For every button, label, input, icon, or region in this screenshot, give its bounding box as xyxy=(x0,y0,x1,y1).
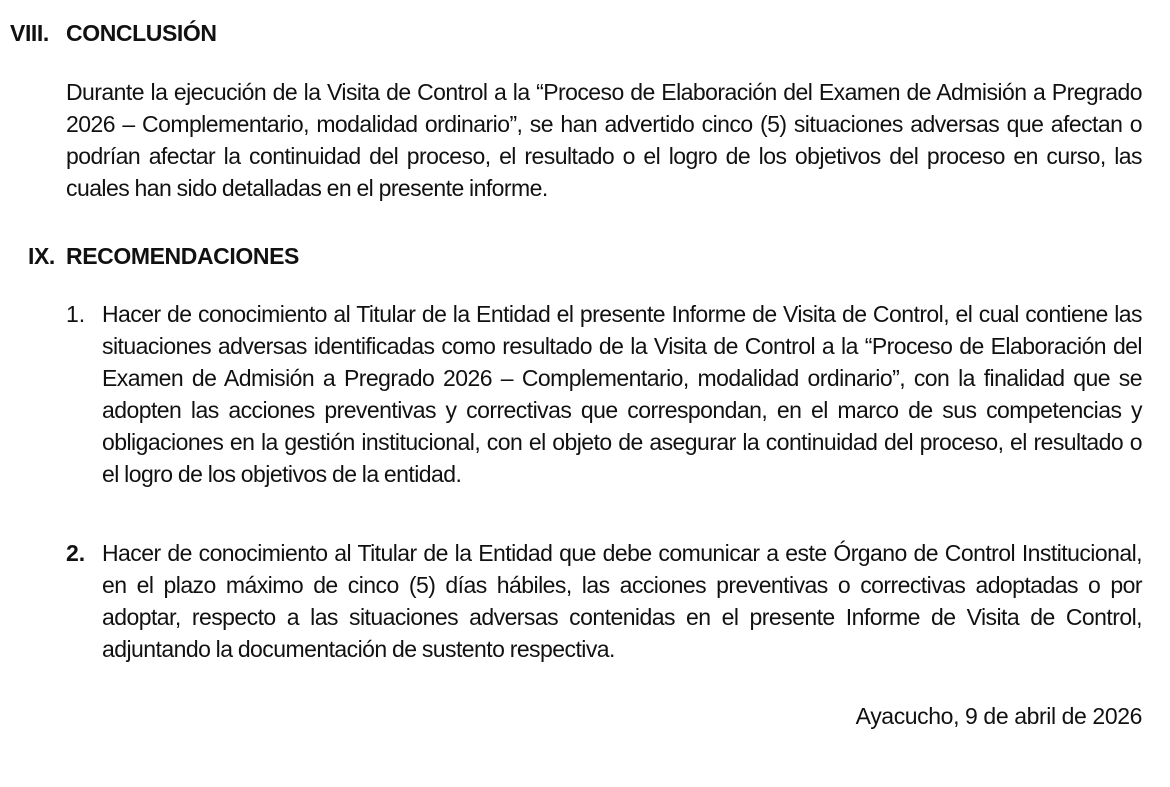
recommendations-section-title: RECOMENDACIONES xyxy=(66,243,299,269)
recommendations-heading xyxy=(28,243,299,270)
recommendation-text: Hacer de conocimiento al Titular de la Entidad que debe comunicar a este Órgano de Control Institucional, en el plazo máximo de cinco (5) días hábiles, las acciones preventivas o correctivas adoptadas o por adoptar, respecto a las situaciones adversas contenidas en el presente Informe de Visita de Control, adjuntando la documentación de sustento respectiva. xyxy=(102,540,1142,662)
recommendation-number: 2. xyxy=(66,540,86,566)
recommendation-number: 1. xyxy=(66,301,86,327)
conclusion-section-number: VIII. xyxy=(10,20,49,46)
recommendations-section-number: IX. xyxy=(28,243,55,269)
conclusion-heading xyxy=(10,20,217,47)
recommendation-text: Hacer de conocimiento al Titular de la Entidad el presente Informe de Visita de Control, el cual contiene las situaciones adversas identificadas como resultado de la Visita de Control a la “Proceso de Elaboración del Examen de Admisión a Pregrado 2026 – Complementario, modalidad ordinario”, con la finalidad que se adopten las acciones preventivas y correctivas que correspondan, en el marco de sus competencias y obligaciones en la gestión institucional, con el objeto de asegurar la continuidad del proceso, el resultado o el logro de los objetivos de la entidad. xyxy=(102,301,1142,487)
closing-place-date: Ayacucho, 9 de abril de 2026 xyxy=(855,703,1142,729)
conclusion-paragraph: Durante la ejecución de la Visita de Control a la “Proceso de Elaboración del Examen de Admisión a Pregrado 2026 – Complementario, modalidad ordinario”, se han advertido cinco (5) situaciones adversas que afectan o podrían afectar la continuidad del proceso, el resultado o el logro de los objetivos del proceso en curso, las cuales han sido detalladas en el presente informe. xyxy=(66,79,1142,201)
conclusion-section-title: CONCLUSIÓN xyxy=(66,20,217,46)
